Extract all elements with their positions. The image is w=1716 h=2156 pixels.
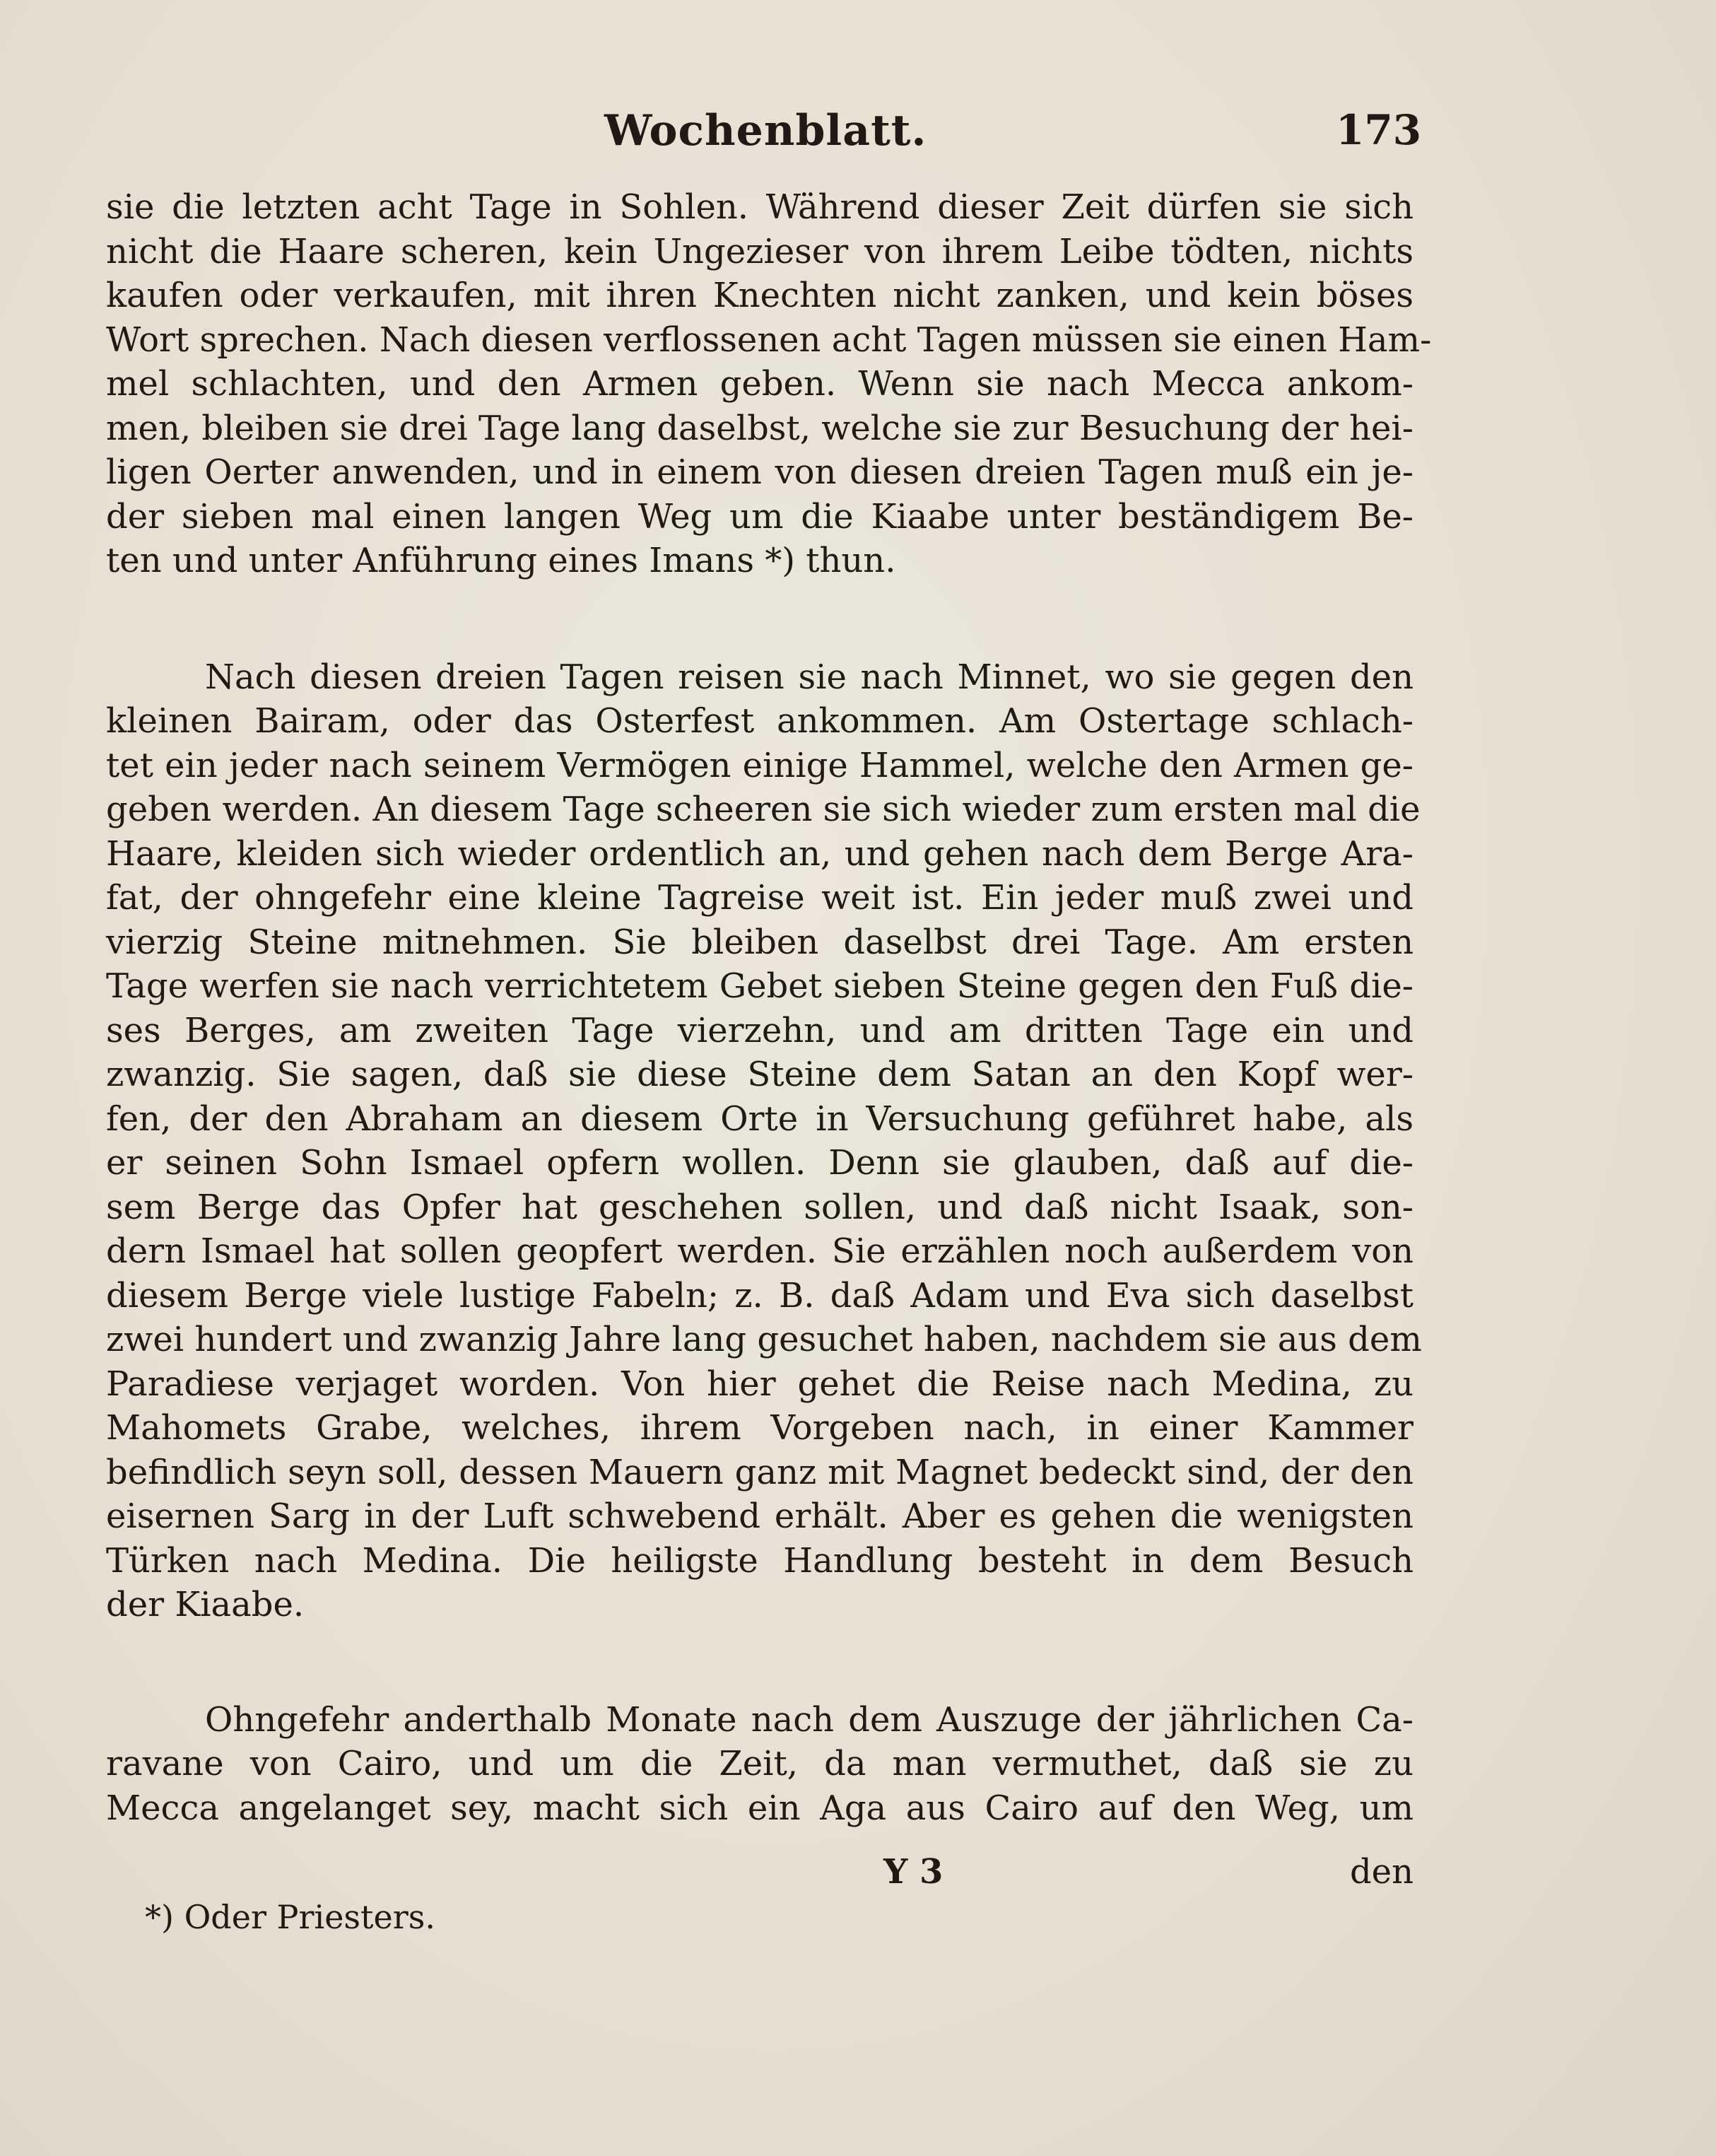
text-line: Nach diesen dreien Tagen reisen sie nach Minnet, wo sie gegen den [205,657,1414,697]
signature-mark: Y 3 [883,1852,944,1892]
text-line: diesem Berge viele lustige Fabeln; z. B. daß Adam und Eva sich daselbst [106,1275,1414,1316]
text-line: Wort sprechen. Nach diesen verflossenen acht Tagen müssen sie einen Ham- [106,320,1432,360]
text-line: ravane von Cairo, und um die Zeit, da man vermuthet, daß sie zu [106,1744,1414,1783]
text-line: eisernen Sarg in der Luft schwebend erhält. Aber es gehen die wenigsten [106,1496,1414,1536]
body-text [106,185,1432,1830]
text-line: Tage werfen sie nach verrichtetem Gebet sieben Steine gegen den Fuß die- [106,966,1414,1006]
text-line: mel schlachten, und den Armen geben. Wenn sie nach Mecca ankom- [106,364,1414,404]
paragraph-gap [106,583,1414,655]
text-line: nicht die Haare scheren, kein Ungezieser von ihrem Leibe tödten, nichts [106,231,1414,271]
running-title: Wochenblatt. [604,106,927,156]
text-line: Haare, kleiden sich wieder ordentlich an, und gehen nach dem Berge Ara- [106,833,1414,874]
text-line: fen, der den Abraham an diesem Orte in Versuchung geführet habe, als [106,1098,1414,1139]
text-line: geben werden. An diesem Tage scheeren sie sich wieder zum ersten mal die [106,790,1421,829]
page-number: 173 [1336,106,1422,154]
text-line: Mecca angelanget sey, macht sich ein Aga aus Cairo auf den Weg, um [106,1788,1414,1828]
text-line: zwanzig. Sie sagen, daß sie diese Steine dem Satan an den Kopf wer- [106,1055,1414,1094]
text-line: befindlich seyn soll, dessen Mauern ganz mit Magnet bedeckt sind, der den [106,1452,1414,1492]
text-line: vierzig Steine mitnehmen. Sie bleiben daselbst drei Tage. Am ersten [106,922,1414,962]
text-line: sie die letzten acht Tage in Sohlen. Während dieser Zeit dürfen sie sich [106,187,1414,227]
text-line: ligen Oerter anwenden, und in einem von diesen dreien Tagen muß ein je- [106,452,1414,492]
text-line: er seinen Sohn Ismael opfern wollen. Denn sie glauben, daß auf die- [106,1143,1414,1183]
text-line: der Kiaabe. [106,1585,305,1624]
text-line: sem Berge das Opfer hat geschehen sollen, und daß nicht Isaak, son- [106,1187,1414,1227]
paragraph-1 [106,185,1432,583]
text-line: Mahomets Grabe, welches, ihrem Vorgeben nach, in einer Kammer [106,1408,1414,1448]
catchword: den [1349,1852,1414,1892]
text-line: fat, der ohngefehr eine kleine Tagreise weit ist. Ein jeder muß zwei und [106,878,1414,918]
paragraph-gap [106,1627,1414,1698]
page-header [0,106,1716,170]
text-line: tet ein jeder nach seinem Vermögen einige Hammel, welche den Armen ge- [106,745,1414,785]
paragraph-3 [106,1698,1414,1831]
footnote: *) Oder Priesters. [145,1898,435,1936]
paragraph-2 [106,655,1422,1627]
text-line: Ohngefehr anderthalb Monate nach dem Auszuge der jährlichen Ca- [205,1699,1414,1740]
catchline [106,1852,1414,1894]
text-line: kleinen Bairam, oder das Osterfest ankommen. Am Ostertage schlach- [106,701,1414,741]
text-line: dern Ismael hat sollen geopfert werden. Sie erzählen noch außerdem von [106,1231,1414,1271]
text-line: men, bleiben sie drei Tage lang daselbst, welche sie zur Besuchung der hei- [106,408,1414,448]
text-line: kaufen oder verkaufen, mit ihren Knechten nicht zanken, und kein böses [106,276,1414,315]
text-line: ten und unter Anführung eines Imans *) thun. [106,541,896,580]
text-line: der sieben mal einen langen Weg um die Kiaabe unter beständigem Be- [106,496,1414,537]
text-line: zwei hundert und zwanzig Jahre lang gesuchet haben, nachdem sie aus dem [106,1320,1422,1359]
text-line: ses Berges, am zweiten Tage vierzehn, und am dritten Tage ein und [106,1010,1414,1050]
text-line: Paradiese verjaget worden. Von hier gehet die Reise nach Medina, zu [106,1364,1414,1404]
text-line: Türken nach Medina. Die heiligste Handlung besteht in dem Besuch [106,1540,1414,1581]
